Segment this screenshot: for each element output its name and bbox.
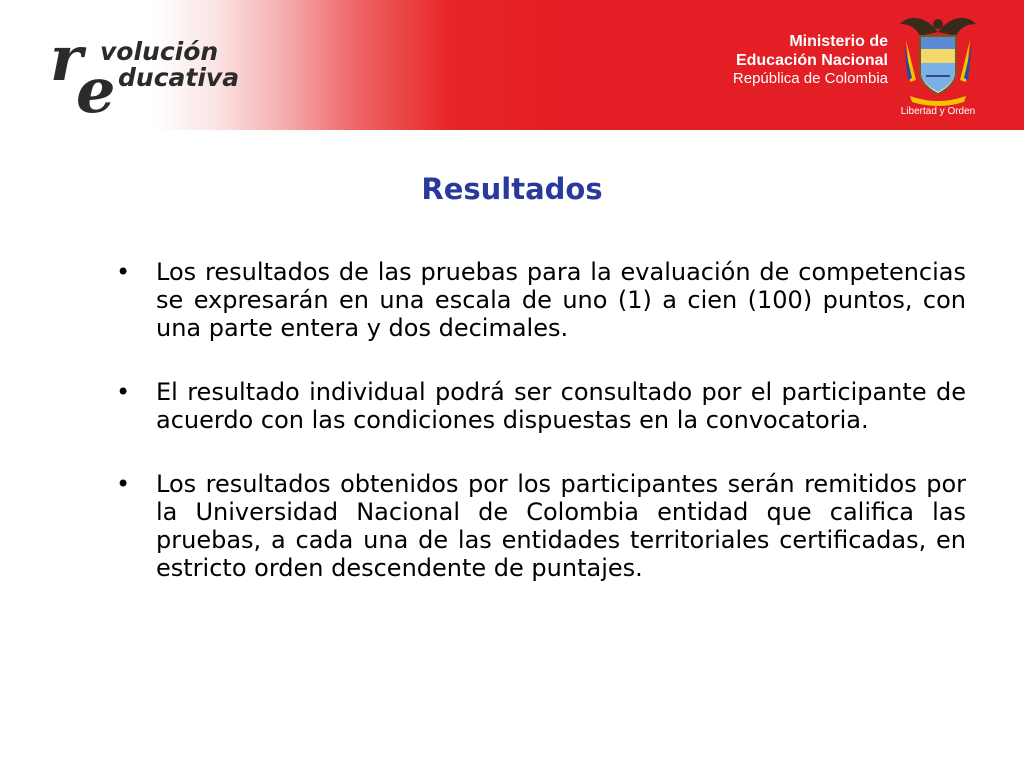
revolucion-educativa-logo: [48, 26, 268, 116]
logo-line1: volución: [100, 37, 219, 66]
bullet-item: [112, 258, 966, 342]
bullet-item: [112, 470, 966, 582]
bullet-text-1: Los resultados de las pruebas para la evaluación de competencias se expresarán en una escala de uno (1) a cien (100) puntos, con una parte entera y dos decimales.: [156, 258, 966, 342]
logo-letter-e: e: [76, 54, 116, 116]
motto: Libertad y Orden: [900, 106, 976, 117]
bullet-item: [112, 378, 966, 434]
ministry-name: [700, 32, 888, 88]
logo-letter-r: r: [50, 26, 83, 95]
bullet-text-3: Los resultados obtenidos por los participantes serán remitidos por la Universidad Nacional de Colombia entidad que califica las pruebas, a cada una de las entidades territoriales certificadas, en estricto orden descendente de puntajes.: [156, 470, 966, 582]
bullet-dot: •: [116, 470, 131, 498]
coat-of-arms-icon: [896, 10, 980, 110]
ministry-line-1: Ministerio de: [789, 33, 888, 50]
logo-line2: ducativa: [118, 63, 240, 92]
slide-title: Resultados: [421, 172, 603, 206]
bullet-text-2: El resultado individual podrá ser consultado por el participante de acuerdo con las condiciones dispuestas en la convocatoria.: [156, 378, 966, 434]
ministry-line-2: Educación Nacional: [735, 52, 888, 70]
bullet-list: [112, 258, 966, 618]
bullet-dot: •: [116, 378, 131, 406]
ministry-line-3: República de Colombia: [732, 70, 888, 88]
bullet-dot: •: [116, 258, 131, 286]
